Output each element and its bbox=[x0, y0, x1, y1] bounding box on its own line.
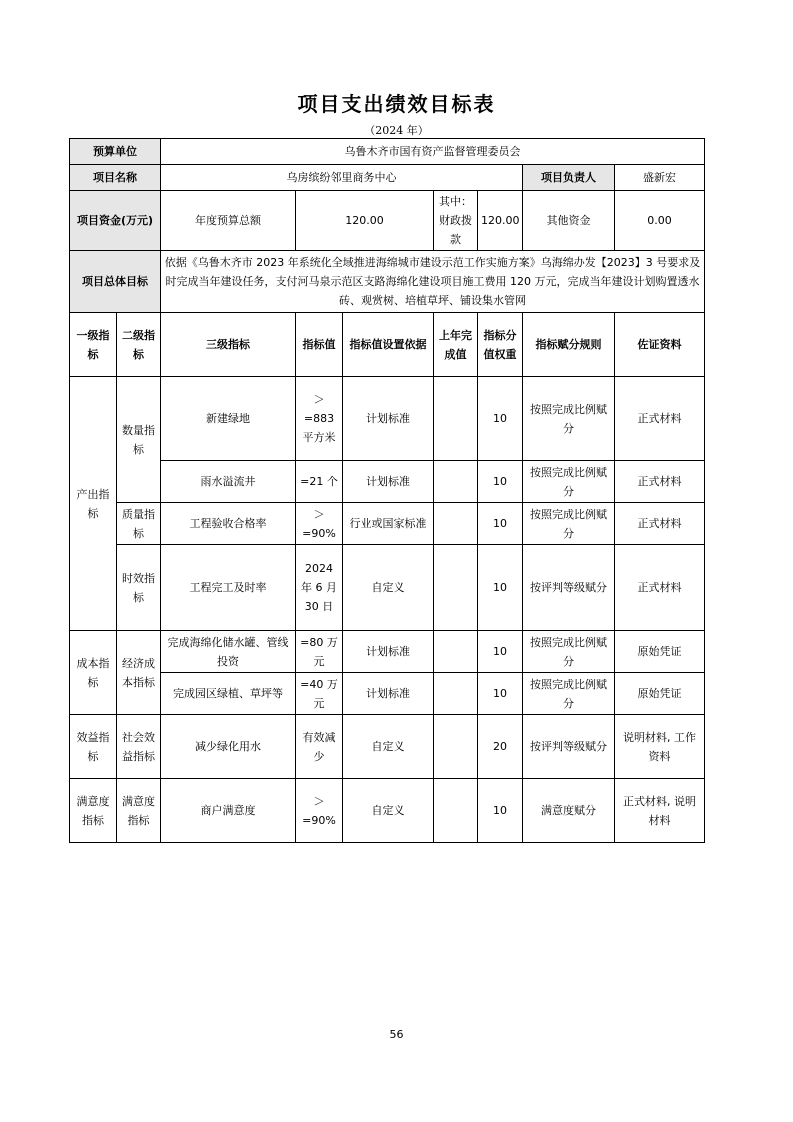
annual-budget-label: 年度预算总额 bbox=[161, 191, 296, 251]
indicator-name: 商户满意度 bbox=[161, 779, 296, 843]
group-quality: 质量指标 bbox=[117, 503, 161, 545]
indicator-name: 完成海绵化储水罐、管线投资 bbox=[161, 631, 296, 673]
table-row bbox=[70, 673, 705, 715]
indicator-last-year bbox=[434, 503, 478, 545]
other-funds-value: 0.00 bbox=[615, 191, 705, 251]
group-quantity: 数量指标 bbox=[117, 377, 161, 503]
indicator-weight: 10 bbox=[478, 673, 523, 715]
table-row bbox=[70, 779, 705, 843]
indicator-evidence: 正式材料 bbox=[615, 461, 705, 503]
group-social-benefit: 社会效益指标 bbox=[117, 715, 161, 779]
other-funds-label: 其他资金 bbox=[523, 191, 615, 251]
funds-label: 项目资金(万元) bbox=[70, 191, 161, 251]
group-satisfaction: 满意度指标 bbox=[70, 779, 117, 843]
table-row bbox=[70, 631, 705, 673]
indicator-weight: 10 bbox=[478, 779, 523, 843]
table-row bbox=[70, 461, 705, 503]
table-row bbox=[70, 503, 705, 545]
indicator-value: 2024 年 6 月 30 日 bbox=[296, 545, 343, 631]
group-cost: 成本指标 bbox=[70, 631, 117, 715]
header-evidence: 佐证资料 bbox=[615, 313, 705, 377]
indicator-name: 减少绿化用水 bbox=[161, 715, 296, 779]
goal-value: 依据《乌鲁木齐市 2023 年系统化全域推进海绵城市建设示范工作实施方案》乌海绵办发【2023】3 号要求及时完成当年建设任务，支付河马泉示范区支路海绵化建设项目施工费用 120 万元，完成当年建设计划购置透水砖、观赏树、培植草坪、铺设集水管网 bbox=[161, 251, 705, 313]
header-value: 指标值 bbox=[296, 313, 343, 377]
project-name-row bbox=[70, 165, 705, 191]
header-last-year: 上年完成值 bbox=[434, 313, 478, 377]
indicator-weight: 10 bbox=[478, 503, 523, 545]
header-basis: 指标值设置依据 bbox=[343, 313, 434, 377]
indicator-rule: 满意度赋分 bbox=[523, 779, 615, 843]
indicator-rule: 按评判等级赋分 bbox=[523, 715, 615, 779]
indicator-weight: 10 bbox=[478, 631, 523, 673]
indicator-value: ＞=90% bbox=[296, 503, 343, 545]
indicator-evidence: 正式材料, 说明材料 bbox=[615, 779, 705, 843]
group-output: 产出指标 bbox=[70, 377, 117, 631]
indicator-evidence: 说明材料, 工作资料 bbox=[615, 715, 705, 779]
indicator-last-year bbox=[434, 673, 478, 715]
indicator-name: 新建绿地 bbox=[161, 377, 296, 461]
goal-label: 项目总体目标 bbox=[70, 251, 161, 313]
indicator-name: 雨水溢流井 bbox=[161, 461, 296, 503]
indicator-name: 完成园区绿植、草坪等 bbox=[161, 673, 296, 715]
indicator-rule: 按照完成比例赋分 bbox=[523, 631, 615, 673]
indicator-basis: 计划标准 bbox=[343, 377, 434, 461]
indicator-name: 工程验收合格率 bbox=[161, 503, 296, 545]
indicator-last-year bbox=[434, 631, 478, 673]
annual-budget-value: 120.00 bbox=[296, 191, 434, 251]
header-weight: 指标分值权重 bbox=[478, 313, 523, 377]
indicator-last-year bbox=[434, 377, 478, 461]
year-label: （2024 年） bbox=[364, 124, 429, 137]
indicator-last-year bbox=[434, 715, 478, 779]
group-benefit: 效益指标 bbox=[70, 715, 117, 779]
column-header-row bbox=[70, 313, 705, 377]
indicator-value: =80 万元 bbox=[296, 631, 343, 673]
indicator-basis: 自定义 bbox=[343, 715, 434, 779]
indicator-evidence: 原始凭证 bbox=[615, 673, 705, 715]
indicator-weight: 10 bbox=[478, 377, 523, 461]
header-rule: 指标赋分规则 bbox=[523, 313, 615, 377]
group-satisfaction-sub: 满意度指标 bbox=[117, 779, 161, 843]
indicator-rule: 按评判等级赋分 bbox=[523, 545, 615, 631]
table-row bbox=[70, 545, 705, 631]
project-name-label: 项目名称 bbox=[70, 165, 161, 191]
header-level1: 一级指标 bbox=[70, 313, 117, 377]
indicator-basis: 计划标准 bbox=[343, 673, 434, 715]
indicator-value: 有效减少 bbox=[296, 715, 343, 779]
indicator-rule: 按照完成比例赋分 bbox=[523, 377, 615, 461]
indicator-evidence: 正式材料 bbox=[615, 503, 705, 545]
indicator-rule: 按照完成比例赋分 bbox=[523, 503, 615, 545]
indicator-rule: 按照完成比例赋分 bbox=[523, 461, 615, 503]
header-level3: 三级指标 bbox=[161, 313, 296, 377]
indicator-last-year bbox=[434, 461, 478, 503]
indicator-weight: 10 bbox=[478, 461, 523, 503]
indicator-value: ＞=90% bbox=[296, 779, 343, 843]
performance-table bbox=[69, 138, 705, 843]
table-row bbox=[70, 715, 705, 779]
page-number: 56 bbox=[389, 1028, 404, 1041]
indicator-value: =21 个 bbox=[296, 461, 343, 503]
group-econ-cost: 经济成本指标 bbox=[117, 631, 161, 715]
indicator-basis: 行业或国家标准 bbox=[343, 503, 434, 545]
project-name-value: 乌房缤纷邻里商务中心 bbox=[161, 165, 523, 191]
budget-unit-value: 乌鲁木齐市国有资产监督管理委员会 bbox=[161, 139, 705, 165]
indicator-last-year bbox=[434, 779, 478, 843]
budget-unit-label: 预算单位 bbox=[70, 139, 161, 165]
indicator-last-year bbox=[434, 545, 478, 631]
indicator-basis: 自定义 bbox=[343, 545, 434, 631]
indicator-weight: 10 bbox=[478, 545, 523, 631]
table-row bbox=[70, 377, 705, 461]
indicator-name: 工程完工及时率 bbox=[161, 545, 296, 631]
budget-unit-row bbox=[70, 139, 705, 165]
indicator-basis: 计划标准 bbox=[343, 631, 434, 673]
indicator-value: =40 万元 bbox=[296, 673, 343, 715]
indicator-basis: 自定义 bbox=[343, 779, 434, 843]
indicator-value: ＞=883 平方米 bbox=[296, 377, 343, 461]
indicator-evidence: 正式材料 bbox=[615, 377, 705, 461]
group-timeliness: 时效指标 bbox=[117, 545, 161, 631]
person-value: 盛新宏 bbox=[615, 165, 705, 191]
fiscal-value: 120.00 bbox=[478, 191, 523, 251]
indicator-basis: 计划标准 bbox=[343, 461, 434, 503]
goal-row bbox=[70, 251, 705, 313]
indicator-rule: 按照完成比例赋分 bbox=[523, 673, 615, 715]
header-level2: 二级指标 bbox=[117, 313, 161, 377]
indicator-weight: 20 bbox=[478, 715, 523, 779]
page-title: 项目支出绩效目标表 bbox=[297, 92, 496, 116]
fiscal-label: 其中：财政拨款 bbox=[434, 191, 478, 251]
indicator-evidence: 正式材料 bbox=[615, 545, 705, 631]
person-label: 项目负责人 bbox=[523, 165, 615, 191]
indicator-evidence: 原始凭证 bbox=[615, 631, 705, 673]
funds-row bbox=[70, 191, 705, 251]
